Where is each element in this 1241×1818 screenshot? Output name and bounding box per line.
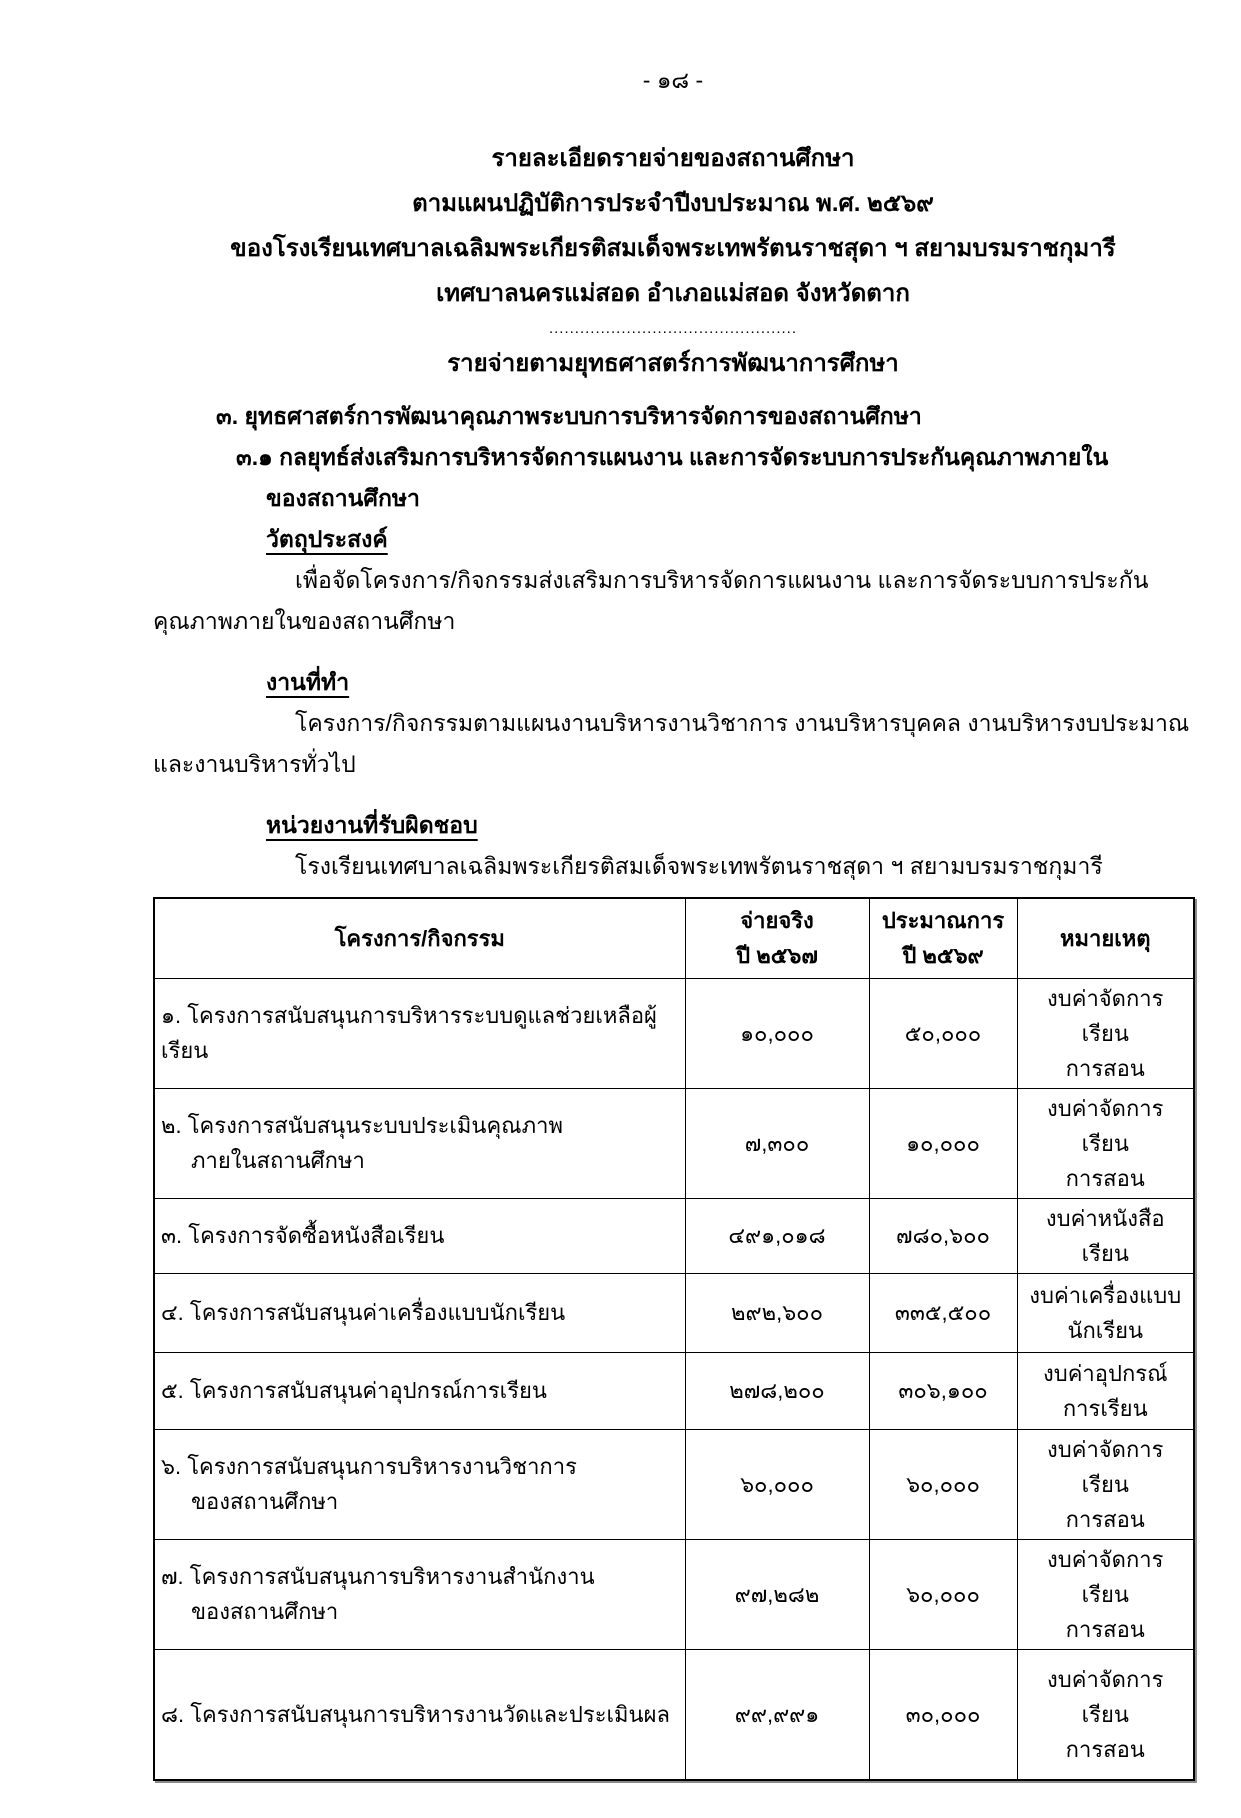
tasks-body-continuation: และงานบริหารทั่วไป bbox=[153, 751, 356, 777]
col-header-estimate-year: ปี ๒๕๖๙ bbox=[902, 943, 984, 969]
col-header-actual bbox=[685, 898, 869, 978]
strategy-subheading: ๓.๑ กลยุทธ์ส่งเสริมการบริหารจัดการแผนงาน และการจัดระบบการประกันคุณภาพภายใน bbox=[236, 444, 1109, 470]
remark-line: นักเรียน bbox=[1067, 1317, 1144, 1343]
remark-line: งบค่าจัดการเรียน bbox=[1047, 1546, 1164, 1607]
table-header-row bbox=[154, 898, 1194, 978]
section-title: รายจ่ายตามยุทธศาสตร์การพัฒนาการศึกษา bbox=[447, 350, 899, 377]
project-cell bbox=[154, 1273, 685, 1352]
strategy-heading: ๓. ยุทธศาสตร์การพัฒนาคุณภาพระบบการบริหารจัดการของสถานศึกษา bbox=[216, 403, 922, 429]
actual-amount-cell: ๙๙,๙๙๑ bbox=[685, 1649, 869, 1780]
project-cell bbox=[154, 1088, 685, 1198]
objective-heading: วัตถุประสงค์ bbox=[266, 526, 388, 552]
remark-line: การสอน bbox=[1065, 1616, 1145, 1642]
expense-table bbox=[153, 897, 1195, 1781]
project-cell bbox=[154, 1198, 685, 1273]
estimate-amount-cell: ๓๐๖,๑๐๐ bbox=[869, 1352, 1017, 1429]
remark-line: งบค่าจัดการเรียน bbox=[1047, 985, 1164, 1046]
table-row bbox=[154, 1088, 1194, 1198]
estimate-amount-cell: ๖๐,๐๐๐ bbox=[869, 1429, 1017, 1539]
project-line: ของสถานศึกษา bbox=[191, 1599, 339, 1624]
remark-line: งบค่าเครื่องแบบ bbox=[1029, 1282, 1182, 1308]
table-row bbox=[154, 1198, 1194, 1273]
actual-amount-cell: ๖๐,๐๐๐ bbox=[685, 1429, 869, 1539]
project-cell bbox=[154, 978, 685, 1088]
remark-cell bbox=[1017, 1273, 1194, 1352]
remark-cell bbox=[1017, 1088, 1194, 1198]
project-line: ๕. โครงการสนับสนุนค่าอุปกรณ์การเรียน bbox=[161, 1378, 547, 1403]
remark-line: การสอน bbox=[1065, 1736, 1145, 1762]
title-line: รายละเอียดรายจ่ายของสถานศึกษา bbox=[491, 145, 855, 172]
estimate-amount-cell: ๑๐,๐๐๐ bbox=[869, 1088, 1017, 1198]
remark-cell bbox=[1017, 1352, 1194, 1429]
actual-amount-cell: ๒๗๘,๒๐๐ bbox=[685, 1352, 869, 1429]
remark-cell bbox=[1017, 1198, 1194, 1273]
col-header-remark: หมายเหตุ bbox=[1017, 898, 1194, 978]
expense-table-body bbox=[154, 978, 1194, 1780]
remark-cell bbox=[1017, 1539, 1194, 1649]
title-line: ตามแผนปฏิบัติการประจำปีงบประมาณ พ.ศ. ๒๕๖๙ bbox=[412, 190, 934, 217]
remark-line: งบค่าอุปกรณ์ bbox=[1042, 1360, 1168, 1386]
table-row bbox=[154, 1429, 1194, 1539]
page-number: - ๑๘ - bbox=[642, 67, 704, 93]
title-line: เทศบาลนครแม่สอด อำเภอแม่สอด จังหวัดตาก bbox=[436, 280, 910, 307]
project-cell bbox=[154, 1429, 685, 1539]
remark-line: การสอน bbox=[1065, 1165, 1145, 1191]
remark-line: งบค่าจัดการเรียน bbox=[1047, 1436, 1164, 1497]
remark-line: งบค่าจัดการเรียน bbox=[1047, 1666, 1164, 1727]
project-line: ๔. โครงการสนับสนุนค่าเครื่องแบบนักเรียน bbox=[161, 1300, 566, 1325]
table-row bbox=[154, 1539, 1194, 1649]
project-cell bbox=[154, 1539, 685, 1649]
project-cell bbox=[154, 1352, 685, 1429]
remark-cell bbox=[1017, 978, 1194, 1088]
estimate-amount-cell: ๕๐,๐๐๐ bbox=[869, 978, 1017, 1088]
col-header-estimate bbox=[869, 898, 1017, 978]
dotted-divider: ................................................ bbox=[548, 320, 798, 337]
remark-line: งบค่าหนังสือ bbox=[1045, 1205, 1165, 1231]
objective-body-continuation: คุณภาพภายในของสถานศึกษา bbox=[153, 608, 456, 634]
col-header-actual-year: ปี ๒๕๖๗ bbox=[736, 943, 818, 969]
tasks-body-line: โครงการ/กิจกรรมตามแผนงานบริหารงานวิชาการ งานบริหารบุคคล งานบริหารงบประมาณ bbox=[295, 710, 1190, 736]
project-line: ๓. โครงการจัดซื้อหนังสือเรียน bbox=[161, 1223, 445, 1248]
actual-amount-cell: ๑๐,๐๐๐ bbox=[685, 978, 869, 1088]
remark-line: เรียน bbox=[1081, 1240, 1129, 1266]
project-line: ๖. โครงการสนับสนุนการบริหารงานวิชาการ bbox=[161, 1454, 577, 1479]
project-line: ของสถานศึกษา bbox=[191, 1489, 339, 1514]
strategy-subheading-continuation: ของสถานศึกษา bbox=[266, 485, 420, 511]
actual-amount-cell: ๔๙๑,๐๑๘ bbox=[685, 1198, 869, 1273]
project-line: ๑. โครงการสนับสนุนการบริหารระบบดูแลช่วยเหลือผู้เรียน bbox=[161, 1003, 657, 1063]
document-page bbox=[153, 64, 1193, 1781]
project-line: ภายในสถานศึกษา bbox=[191, 1148, 365, 1173]
project-line: ๗. โครงการสนับสนุนการบริหารงานสำนักงาน bbox=[161, 1564, 595, 1589]
col-header-estimate-line: ประมาณการ bbox=[881, 908, 1005, 934]
project-line: ๘. โครงการสนับสนุนการบริหารงานวัดและประเมินผล bbox=[161, 1701, 670, 1727]
table-row bbox=[154, 1649, 1194, 1780]
remark-line: การสอน bbox=[1065, 1506, 1145, 1532]
project-cell bbox=[154, 1649, 685, 1780]
table-row bbox=[154, 1352, 1194, 1429]
actual-amount-cell: ๙๗,๒๘๒ bbox=[685, 1539, 869, 1649]
estimate-amount-cell: ๗๘๐,๖๐๐ bbox=[869, 1198, 1017, 1273]
tasks-heading: งานที่ทำ bbox=[266, 669, 350, 695]
table-row bbox=[154, 978, 1194, 1088]
actual-amount-cell: ๒๙๒,๖๐๐ bbox=[685, 1273, 869, 1352]
remark-line: การสอน bbox=[1065, 1055, 1145, 1081]
responsible-unit-body: โรงเรียนเทศบาลเฉลิมพระเกียรติสมเด็จพระเทพรัตนราชสุดา ฯ สยามบรมราชกุมารี bbox=[295, 853, 1103, 879]
responsible-unit-heading: หน่วยงานที่รับผิดชอบ bbox=[266, 812, 478, 838]
project-line: ๒. โครงการสนับสนุนระบบประเมินคุณภาพ bbox=[161, 1113, 563, 1138]
col-header-project: โครงการ/กิจกรรม bbox=[154, 898, 685, 978]
remark-line: การเรียน bbox=[1062, 1395, 1148, 1421]
estimate-amount-cell: ๓๐,๐๐๐ bbox=[869, 1649, 1017, 1780]
remark-line: งบค่าจัดการเรียน bbox=[1047, 1095, 1164, 1156]
remark-cell bbox=[1017, 1429, 1194, 1539]
actual-amount-cell: ๗,๓๐๐ bbox=[685, 1088, 869, 1198]
objective-body-line: เพื่อจัดโครงการ/กิจกรรมส่งเสริมการบริหารจัดการแผนงาน และการจัดระบบการประกัน bbox=[295, 567, 1149, 593]
col-header-actual-line: จ่ายจริง bbox=[740, 908, 814, 934]
document-title-block bbox=[153, 136, 1193, 316]
estimate-amount-cell: ๖๐,๐๐๐ bbox=[869, 1539, 1017, 1649]
remark-cell bbox=[1017, 1649, 1194, 1780]
table-row bbox=[154, 1273, 1194, 1352]
estimate-amount-cell: ๓๓๕,๕๐๐ bbox=[869, 1273, 1017, 1352]
title-line: ของโรงเรียนเทศบาลเฉลิมพระเกียรติสมเด็จพระเทพรัตนราชสุดา ฯ สยามบรมราชกุมารี bbox=[230, 235, 1116, 262]
